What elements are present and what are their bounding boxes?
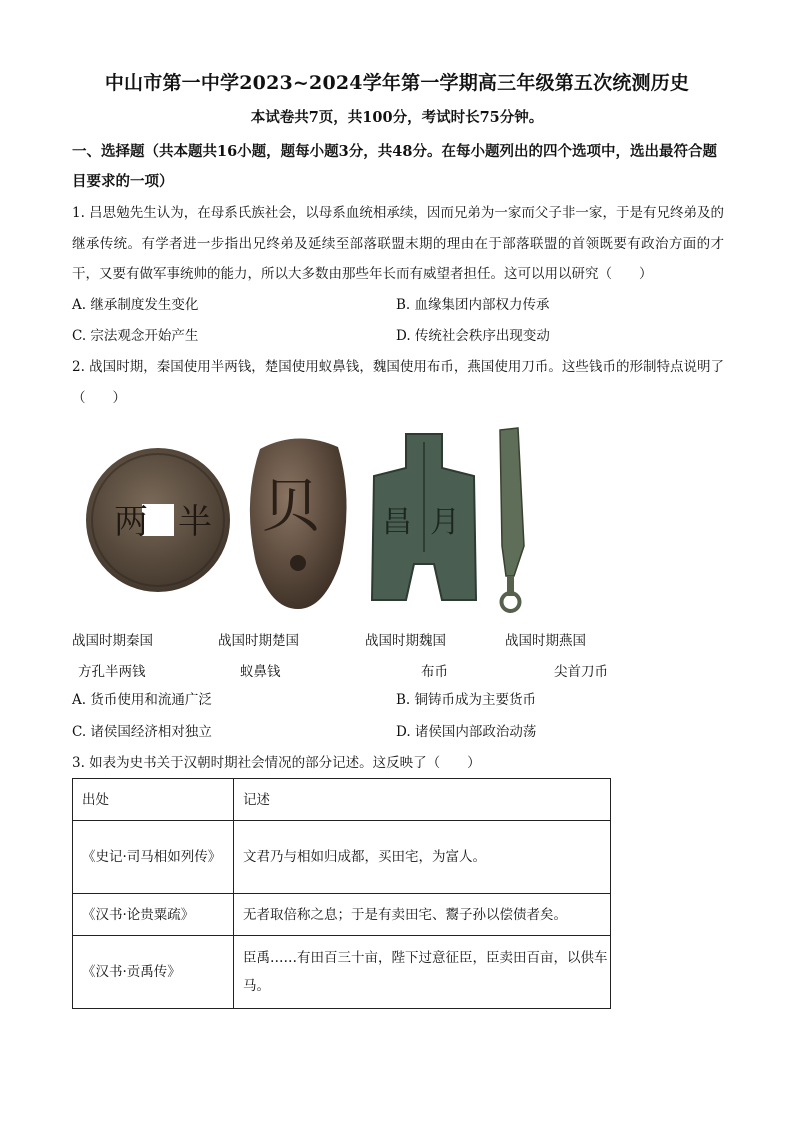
q2-option-b[interactable]: B. 铜铸币成为主要货币 — [396, 692, 537, 708]
table-header-row — [73, 779, 611, 821]
exam-title: 中山市第一中学2023~2024学年第一学期高三年级第五次统测历史 — [104, 72, 690, 94]
coin-glyph-right: 半 — [178, 502, 212, 542]
source-table — [72, 778, 611, 1009]
q2-option-a[interactable]: A. 货币使用和流通广泛 — [72, 692, 212, 708]
coin-3-period: 战国时期魏国 — [365, 633, 446, 649]
table-cell-record: 无者取倍称之息；于是有卖田宅、鬻子孙以偿债者矣。 — [234, 894, 611, 936]
table-cell-source: 《史记·司马相如列传》 — [73, 821, 234, 894]
coin-glyph-left: 两 — [114, 502, 148, 542]
yi-bi-coin-image — [240, 431, 355, 611]
exam-subtitle: 本试卷共7页，共100分，考试时长75分钟。 — [250, 109, 544, 126]
coin-2-period: 战国时期楚国 — [218, 633, 299, 649]
coin-4-period: 战国时期燕国 — [505, 633, 586, 649]
table-row — [73, 821, 611, 894]
table-header-record: 记述 — [234, 779, 611, 821]
q2-option-c[interactable]: C. 诸侯国经济相对独立 — [72, 724, 212, 740]
table-row — [73, 894, 611, 936]
coin-1-period: 战国时期秦国 — [72, 633, 153, 649]
bu-bi-coin-image — [368, 432, 480, 604]
table-cell-source: 《汉书·论贵粟疏》 — [73, 894, 234, 936]
section-heading: 一、选择题（共本题共16小题，题每小题3分，共48分。在每小题列出的四个选项中，选出最符合题目要求的一项） — [72, 143, 717, 190]
table-row — [73, 936, 611, 1009]
coin-3-name: 布币 — [421, 664, 448, 680]
q1-option-d[interactable]: D. 传统社会秩序出现变动 — [396, 328, 550, 344]
coin-glyph: 贝 — [262, 472, 321, 540]
ban-liang-coin-image — [84, 446, 232, 594]
coin-2-name: 蚁鼻钱 — [240, 664, 281, 680]
q2-option-d[interactable]: D. 诸侯国内部政治动荡 — [396, 724, 537, 740]
dao-bi-coin-image — [492, 426, 532, 616]
svg-text:昌: 昌 — [382, 505, 412, 540]
q1-option-c[interactable]: C. 宗法观念开始产生 — [72, 328, 199, 344]
table-header-source: 出处 — [73, 779, 234, 821]
coin-1-name: 方孔半两钱 — [78, 664, 146, 680]
table-cell-record: 文君乃与相如归成都，买田宅，为富人。 — [234, 821, 611, 894]
question-3-stem: 3. 如表为史书关于汉朝时期社会情况的部分记述。这反映了（ ） — [72, 755, 481, 771]
table-cell-record: 臣禹……有田百三十亩，陛下过意征臣，臣卖田百亩，以供车马。 — [234, 936, 611, 1009]
svg-text:月: 月 — [430, 505, 460, 540]
coin-4-name: 尖首刀币 — [554, 664, 608, 680]
table-cell-source: 《汉书·贡禹传》 — [73, 936, 234, 1009]
q1-option-a[interactable]: A. 继承制度发生变化 — [72, 297, 199, 313]
question-1-stem: 1. 吕思勉先生认为，在母系氏族社会，以母系血统相承续，因而兄弟为一家而父子非一家，于是有兄终弟及的继承传统。有学者进一步指出兄终弟及延续至部落联盟末期的理由在于部落联盟的首领既要有政治方面的才干，又要有做军事统帅的能力，所以大多数由那些年长而有威望者担任。这可以用以研究（ ） — [72, 205, 724, 282]
question-2-stem: 2. 战国时期，秦国使用半两钱，楚国使用蚁鼻钱，魏国使用布币，燕国使用刀币。这些钱币的形制特点说明了（ ） — [72, 359, 724, 406]
q1-option-b[interactable]: B. 血缘集团内部权力传承 — [396, 297, 550, 313]
